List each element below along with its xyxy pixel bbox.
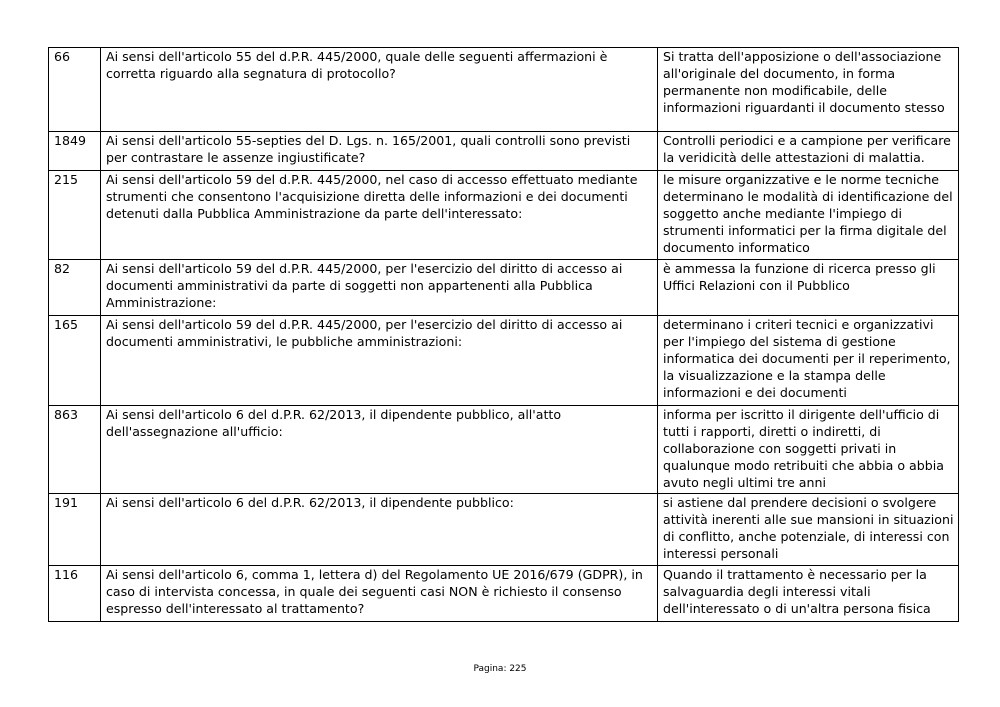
question-cell [101, 494, 658, 566]
answer-cell [658, 132, 959, 171]
question-id-cell [49, 494, 101, 566]
question-cell [101, 171, 658, 260]
question-id: 165 [54, 317, 79, 332]
question-id: 215 [54, 172, 79, 187]
answer-text: si astiene dal prendere decisioni o svolgere attività inerenti alle sue mansioni in situazioni di conflitto, anche potenziale, di interessi con interessi personali [663, 495, 954, 561]
table-row [49, 494, 959, 566]
answer-text: determinano i criteri tecnici e organizzativi per l'impiego del sistema di gestione informatica dei documenti per il reperimento, la visualizzazione e la stampa delle informazioni e dei documenti [663, 317, 951, 400]
table-row [49, 406, 959, 494]
table-row [49, 316, 959, 406]
answer-cell [658, 316, 959, 406]
answer-cell [658, 260, 959, 316]
answer-cell [658, 48, 959, 132]
question-id-cell [49, 260, 101, 316]
question-id: 66 [54, 49, 71, 64]
question-id-cell [49, 406, 101, 494]
table-row [49, 171, 959, 260]
question-id-cell [49, 48, 101, 132]
question-id-cell [49, 316, 101, 406]
question-id: 1849 [54, 133, 87, 148]
question-text: Ai sensi dell'articolo 59 del d.P.R. 445/2000, nel caso di accesso effettuato mediante strumenti che consentono l'acquisizione diretta delle informazioni e dei documenti detenuti dalla Pubblica Amministrazione da parte dell'interessato: [106, 172, 638, 221]
answer-text: Controlli periodici e a campione per verificare la veridicità delle attestazioni di malattia. [663, 133, 951, 165]
question-id-cell [49, 566, 101, 622]
answer-cell [658, 566, 959, 622]
question-text: Ai sensi dell'articolo 6 del d.P.R. 62/2013, il dipendente pubblico, all'atto dell'assegnazione all'ufficio: [106, 407, 562, 439]
question-text: Ai sensi dell'articolo 55 del d.P.R. 445/2000, quale delle seguenti affermazioni è corretta riguardo alla segnatura di protocollo? [106, 49, 608, 81]
question-text: Ai sensi dell'articolo 6 del d.P.R. 62/2013, il dipendente pubblico: [106, 495, 514, 510]
page-number: Pagina: 225 [473, 664, 527, 674]
question-answer-table [48, 47, 959, 622]
question-id: 191 [54, 495, 79, 510]
question-text: Ai sensi dell'articolo 59 del d.P.R. 445/2000, per l'esercizio del diritto di accesso ai documenti amministrativi da parte di soggetti non appartenenti alla Pubblica Amministrazione: [106, 261, 623, 310]
table-row [49, 260, 959, 316]
table-row [49, 132, 959, 171]
question-text: Ai sensi dell'articolo 55-septies del D. Lgs. n. 165/2001, quali controlli sono previsti per contrastare le assenze ingiustificate? [106, 133, 631, 165]
question-id-cell [49, 171, 101, 260]
question-cell [101, 406, 658, 494]
question-text: Ai sensi dell'articolo 6, comma 1, lettera d) del Regolamento UE 2016/679 (GDPR), in caso di intervista concessa, in quale dei seguenti casi NON è richiesto il consenso espresso dell'interessato al trattamento? [106, 567, 643, 616]
question-cell [101, 316, 658, 406]
answer-cell [658, 171, 959, 260]
answer-text: è ammessa la funzione di ricerca presso gli Uffici Relazioni con il Pubblico [663, 261, 936, 293]
question-id: 863 [54, 407, 79, 422]
answer-text: le misure organizzative e le norme tecniche determinano le modalità di identificazione del soggetto anche mediante l'impiego di strumenti informatici per la firma digitale del documento informatico [663, 172, 953, 255]
answer-cell [658, 406, 959, 494]
table-row [49, 566, 959, 622]
question-id-cell [49, 132, 101, 171]
question-id: 116 [54, 567, 79, 582]
question-cell [101, 566, 658, 622]
question-text: Ai sensi dell'articolo 59 del d.P.R. 445/2000, per l'esercizio del diritto di accesso ai documenti amministrativi, le pubbliche amministrazioni: [106, 317, 623, 349]
table-row [49, 48, 959, 132]
question-cell [101, 48, 658, 132]
answer-text: informa per iscritto il dirigente dell'ufficio di tutti i rapporti, diretti o indiretti, di collaborazione con soggetti privati in qualunque modo retribuiti che abbia o abbia avuto negli ultimi tre anni [663, 407, 944, 490]
answer-text: Si tratta dell'apposizione o dell'associazione all'originale del documento, in forma permanente non modificabile, delle informazioni riguardanti il documento stesso [663, 49, 945, 115]
question-cell [101, 260, 658, 316]
answer-cell [658, 494, 959, 566]
question-id: 82 [54, 261, 71, 276]
answer-text: Quando il trattamento è necessario per la salvaguardia degli interessi vitali dell'interessato o di un'altra persona fisica [663, 567, 931, 616]
question-cell [101, 132, 658, 171]
